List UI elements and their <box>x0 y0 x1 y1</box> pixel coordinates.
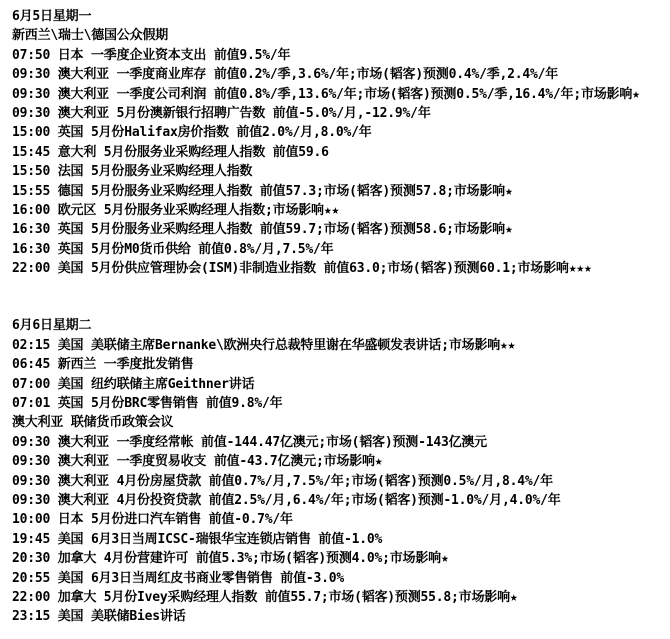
event-line: 07:00 美国 纽约联储主席Geithner讲话 <box>12 376 255 392</box>
event-line: 15:50 法国 5月份服务业采购经理人指数 <box>12 164 253 180</box>
event-line: 22:00 加拿大 5月份Ivey采购经理人指数 前值55.7;市场(韬客)预测55.8;市场影响★ <box>12 589 518 605</box>
event-line: 16:00 欧元区 5月份服务业采购经理人指数;市场影响★★ <box>12 202 340 218</box>
event-line: 16:30 英国 5月份服务业采购经理人指数 前值59.7;市场(韬客)预测58.6;市场影响★ <box>12 222 513 238</box>
event-line: 09:30 澳大利亚 一季度经常帐 前值-144.47亿澳元;市场(韬客)预测-143亿澳元 <box>12 434 487 450</box>
section-spacer <box>12 278 670 316</box>
event-line: 07:01 英国 5月份BRC零售销售 前值9.8%/年 <box>12 396 283 412</box>
calendar-document <box>12 7 670 627</box>
event-line: 19:45 美国 6月3日当周ICSC-瑞银华宝连锁店销售 前值-1.0% <box>12 531 383 547</box>
event-line: 15:45 意大利 5月份服务业采购经理人指数 前值59.6 <box>12 144 329 160</box>
day2-header: 6月6日星期二 <box>12 318 92 334</box>
event-line: 09:30 澳大利亚 4月份房屋贷款 前值0.7%/月,7.5%/年;市场(韬客)预测0.5%/月,8.4%/年 <box>12 473 553 489</box>
day1-header: 6月5日星期一 <box>12 9 92 24</box>
event-line: 20:30 加拿大 4月份营建许可 前值5.3%;市场(韬客)预测4.0%;市场影响★ <box>12 551 449 567</box>
event-line: 02:15 美国 美联储主席Bernanke\欧洲央行总裁特里谢在华盛顿发表讲话;市场影响★★ <box>12 337 516 353</box>
event-line: 20:55 美国 6月3日当周红皮书商业零售销售 前值-3.0% <box>12 570 345 586</box>
event-line: 16:30 英国 5月份M0货币供给 前值0.8%/月,7.5%/年 <box>12 241 334 257</box>
event-line: 22:00 美国 5月份供应管理协会(ISM)非制造业指数 前值63.0;市场(韬客)预测60.1;市场影响★★★ <box>12 261 592 277</box>
event-line: 15:00 英国 5月份Halifax房价指数 前值2.0%/月,8.0%/年 <box>12 125 372 141</box>
event-line: 23:15 美国 美联储Bies讲话 <box>12 609 186 625</box>
event-line: 09:30 澳大利亚 一季度贸易收支 前值-43.7亿澳元;市场影响★ <box>12 454 383 470</box>
event-line: 09:30 澳大利亚 4月份投资贷款 前值2.5%/月,6.4%/年;市场(韬客)预测-1.0%/月,4.0%/年 <box>12 492 561 508</box>
event-line: 07:50 日本 一季度企业资本支出 前值9.5%/年 <box>12 47 291 63</box>
event-line: 10:00 日本 5月份进口汽车销售 前值-0.7%/年 <box>12 512 293 528</box>
event-line: 09:30 澳大利亚 一季度商业库存 前值0.2%/季,3.6%/年;市场(韬客)预测0.4%/季,2.4%/年 <box>12 67 559 83</box>
day1-holiday: 新西兰\瑞士\德国公众假期 <box>12 28 169 44</box>
event-line: 15:55 德国 5月份服务业采购经理人指数 前值57.3;市场(韬客)预测57.8;市场影响★ <box>12 183 513 199</box>
event-line: 06:45 新西兰 一季度批发销售 <box>12 357 194 373</box>
day2-meeting: 澳大利亚 联储货币政策会议 <box>12 415 174 431</box>
event-line: 09:30 澳大利亚 一季度公司利润 前值0.8%/季,13.6%/年;市场(韬客)预测0.5%/季,16.4%/年;市场影响★ <box>12 86 640 102</box>
event-line: 09:30 澳大利亚 5月份澳新银行招聘广告数 前值-5.0%/月,-12.9%/年 <box>12 105 431 121</box>
